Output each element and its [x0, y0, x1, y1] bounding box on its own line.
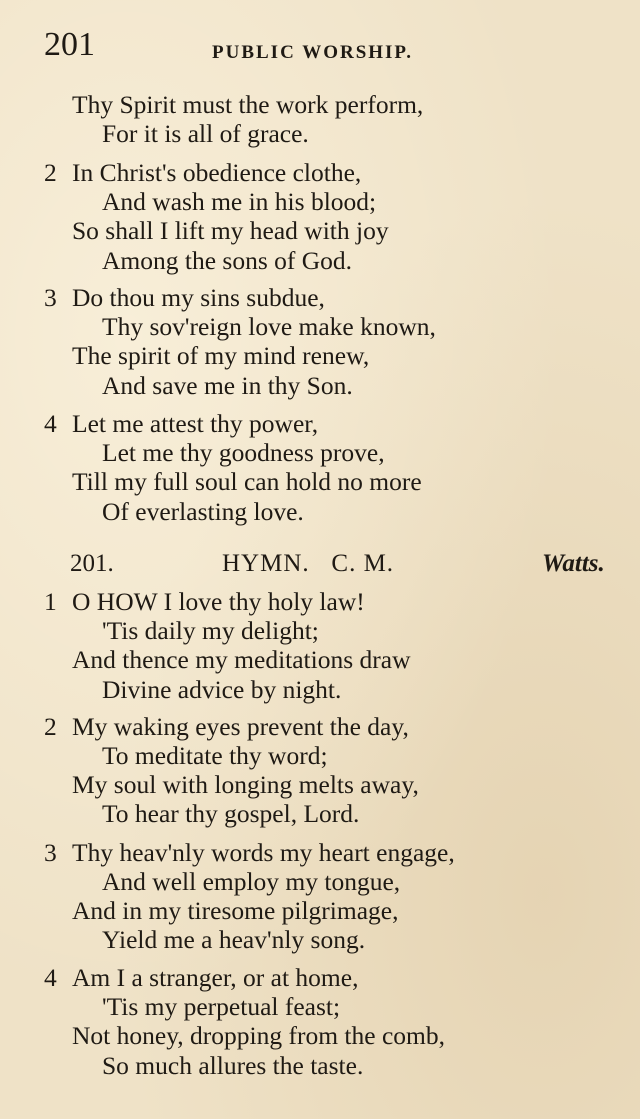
stanza-number: 1 — [44, 587, 57, 616]
verse-line: To meditate thy word; — [102, 741, 328, 770]
hymn-number: 201. — [70, 550, 114, 577]
verse-line: Do thou my sins subdue, — [72, 283, 325, 312]
verse-line: The spirit of my mind renew, — [72, 341, 370, 370]
verse-line: Thy sov'reign love make known, — [102, 312, 436, 341]
verse-line: And in my tiresome pilgrimage, — [72, 896, 399, 925]
stanza-number: 3 — [44, 838, 57, 867]
verse-line: 'Tis daily my delight; — [102, 616, 319, 645]
verse-line: Let me attest thy power, — [72, 409, 319, 438]
verse-line: To hear thy gospel, Lord. — [102, 799, 360, 828]
verse-line: 'Tis my perpetual feast; — [102, 992, 341, 1021]
verse-line: Of everlasting love. — [102, 497, 304, 526]
stanza-number: 3 — [44, 283, 57, 312]
verse-line: Among the sons of God. — [102, 246, 353, 275]
page-number: 201 — [44, 26, 95, 63]
stanza-number: 4 — [44, 963, 57, 992]
hymn-author: Watts. — [542, 550, 605, 577]
verse-line: So shall I lift my head with joy — [72, 216, 389, 245]
verse-line: Thy Spirit must the work perform, — [72, 90, 424, 119]
stanza-number: 2 — [44, 158, 57, 187]
verse-line: And wash me in his blood; — [102, 187, 377, 216]
verse-line: And well employ my tongue, — [102, 867, 401, 896]
verse-line: Divine advice by night. — [102, 675, 342, 704]
verse-line: So much allures the taste. — [102, 1051, 364, 1080]
verse-line: Not honey, dropping from the comb, — [72, 1021, 445, 1050]
verse-line: In Christ's obedience clothe, — [72, 158, 362, 187]
verse-line: Till my full soul can hold no more — [72, 467, 422, 496]
verse-line: Let me thy goodness prove, — [102, 438, 385, 467]
verse-line: And save me in thy Son. — [102, 371, 353, 400]
stanza-number: 2 — [44, 712, 57, 741]
verse-line: Am I a stranger, or at home, — [72, 963, 359, 992]
hymn-title: HYMN. C. M. — [222, 550, 395, 577]
verse-line: My soul with longing melts away, — [72, 770, 419, 799]
verse-line: For it is all of grace. — [102, 119, 309, 148]
stanza-number: 4 — [44, 409, 57, 438]
verse-line: Thy heav'nly words my heart engage, — [72, 838, 455, 867]
verse-line: O HOW I love thy holy law! — [72, 587, 365, 616]
verse-line: Yield me a heav'nly song. — [102, 925, 366, 954]
verse-line: My waking eyes prevent the day, — [72, 712, 409, 741]
running-title: PUBLIC WORSHIP. — [212, 42, 414, 63]
verse-line: And thence my meditations draw — [72, 645, 411, 674]
